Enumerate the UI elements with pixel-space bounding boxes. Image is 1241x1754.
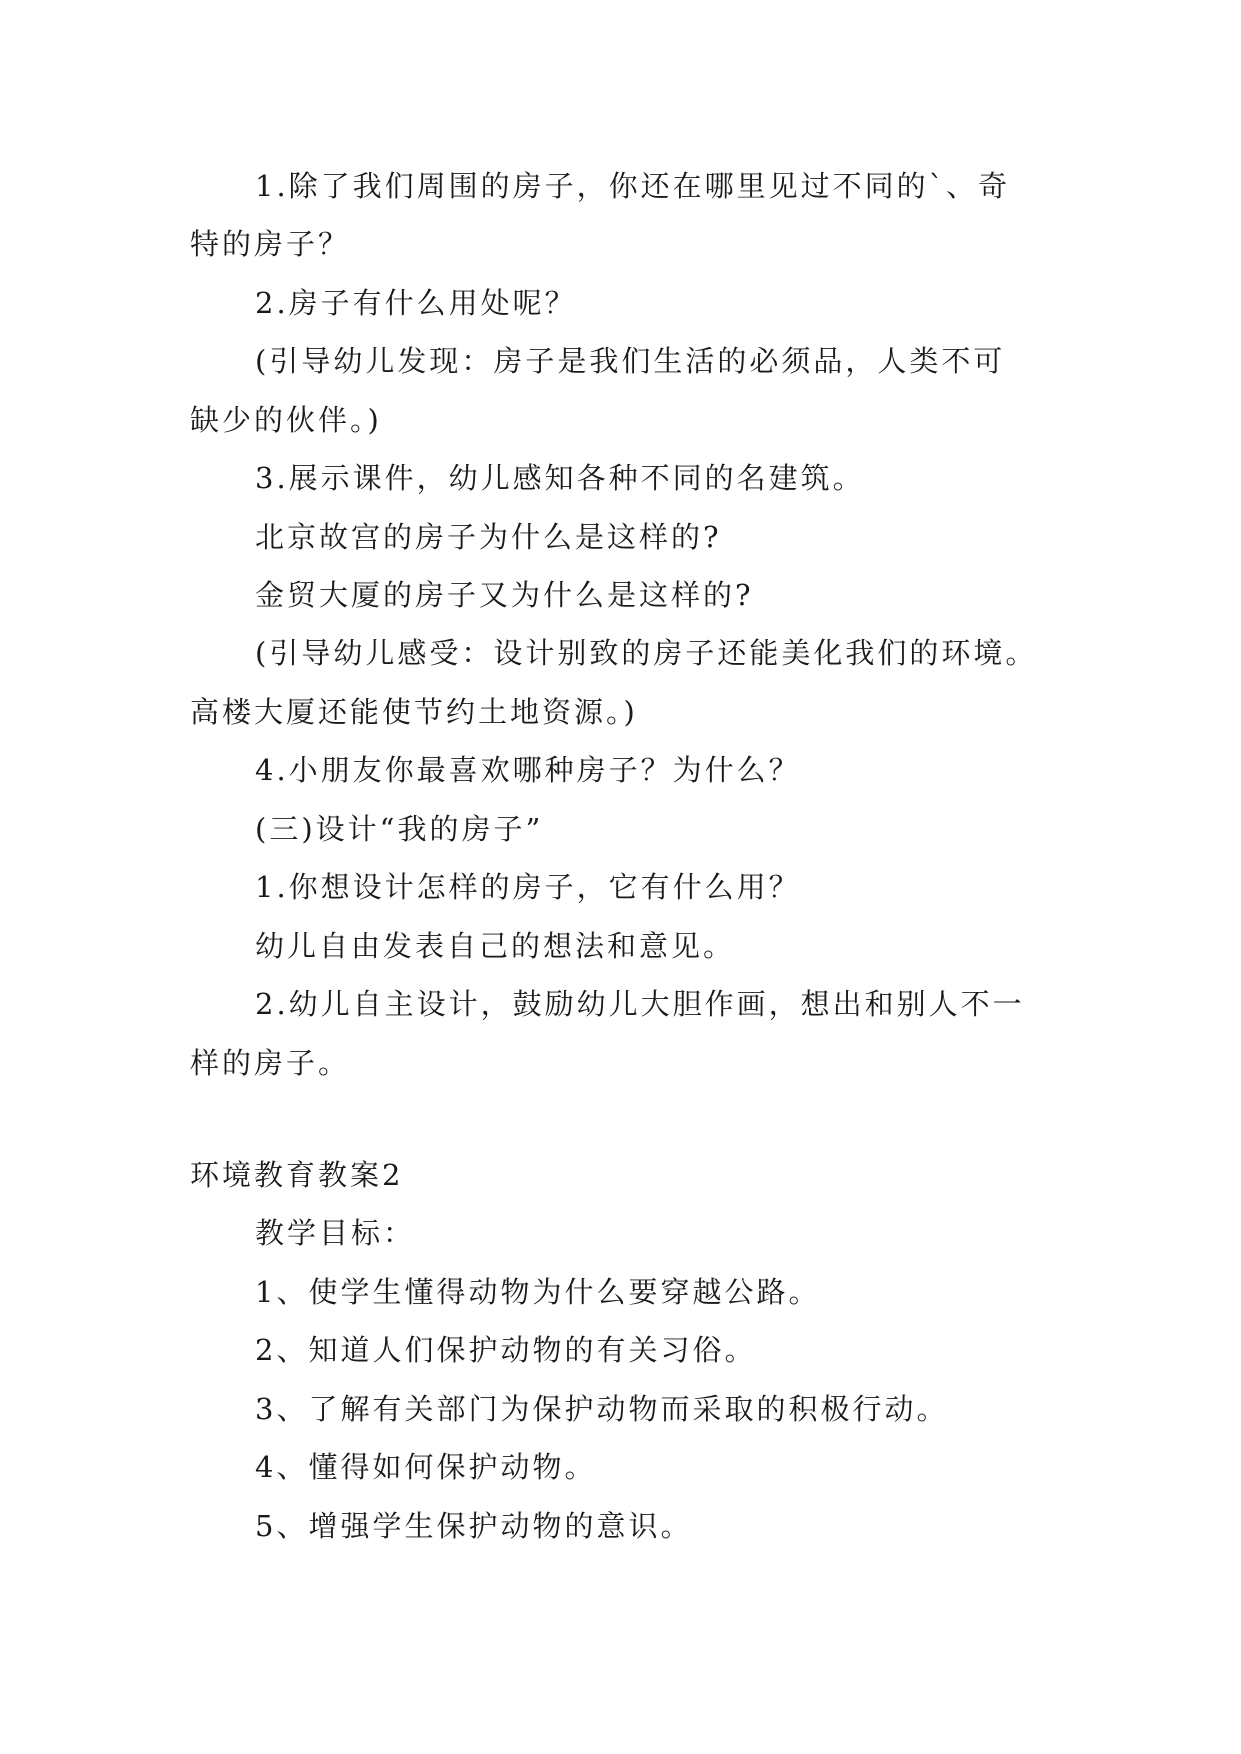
- paragraph-line: 4.小朋友你最喜欢哪种房子？为什么？: [255, 753, 801, 787]
- list-item: 3、了解有关部门为保护动物而采取的积极行动。: [255, 1392, 949, 1426]
- paragraph-line: 3.展示课件，幼儿感知各种不同的名建筑。: [255, 461, 865, 495]
- section-heading: (三)设计“我的房子”: [255, 812, 544, 846]
- paragraph-line: 北京故宫的房子为什么是这样的?: [255, 520, 722, 554]
- paragraph-line: 高楼大厦还能使节约土地资源。): [190, 695, 638, 729]
- document-title: 环境教育教案2: [190, 1158, 404, 1192]
- list-item: 4、懂得如何保护动物。: [255, 1450, 597, 1484]
- paragraph-line: 2.幼儿自主设计，鼓励幼儿大胆作画，想出和别人不一: [255, 987, 1025, 1021]
- paragraph-line: 教学目标：: [255, 1216, 416, 1250]
- paragraph-line: 缺少的伙伴。): [190, 403, 382, 437]
- paragraph-line: 1.你想设计怎样的房子，它有什么用？: [255, 870, 801, 904]
- paragraph-line: (引导幼儿发现：房子是我们生活的必须品，人类不可: [255, 344, 1006, 378]
- paragraph-line: (引导幼儿感受：设计别致的房子还能美化我们的环境。: [255, 636, 1038, 670]
- paragraph-line: 金贸大厦的房子又为什么是这样的?: [255, 578, 754, 612]
- paragraph-line: 1.除了我们周围的房子，你还在哪里见过不同的`、奇: [255, 169, 1011, 203]
- paragraph-line: 样的房子。: [190, 1046, 351, 1080]
- list-item: 1、使学生懂得动物为什么要穿越公路。: [255, 1275, 821, 1309]
- paragraph-line: 2.房子有什么用处呢？: [255, 286, 577, 320]
- paragraph-line: 特的房子？: [190, 227, 351, 261]
- paragraph-line: 幼儿自由发表自己的想法和意见。: [255, 929, 736, 963]
- list-item: 5、增强学生保护动物的意识。: [255, 1509, 693, 1543]
- list-item: 2、知道人们保护动物的有关习俗。: [255, 1333, 757, 1367]
